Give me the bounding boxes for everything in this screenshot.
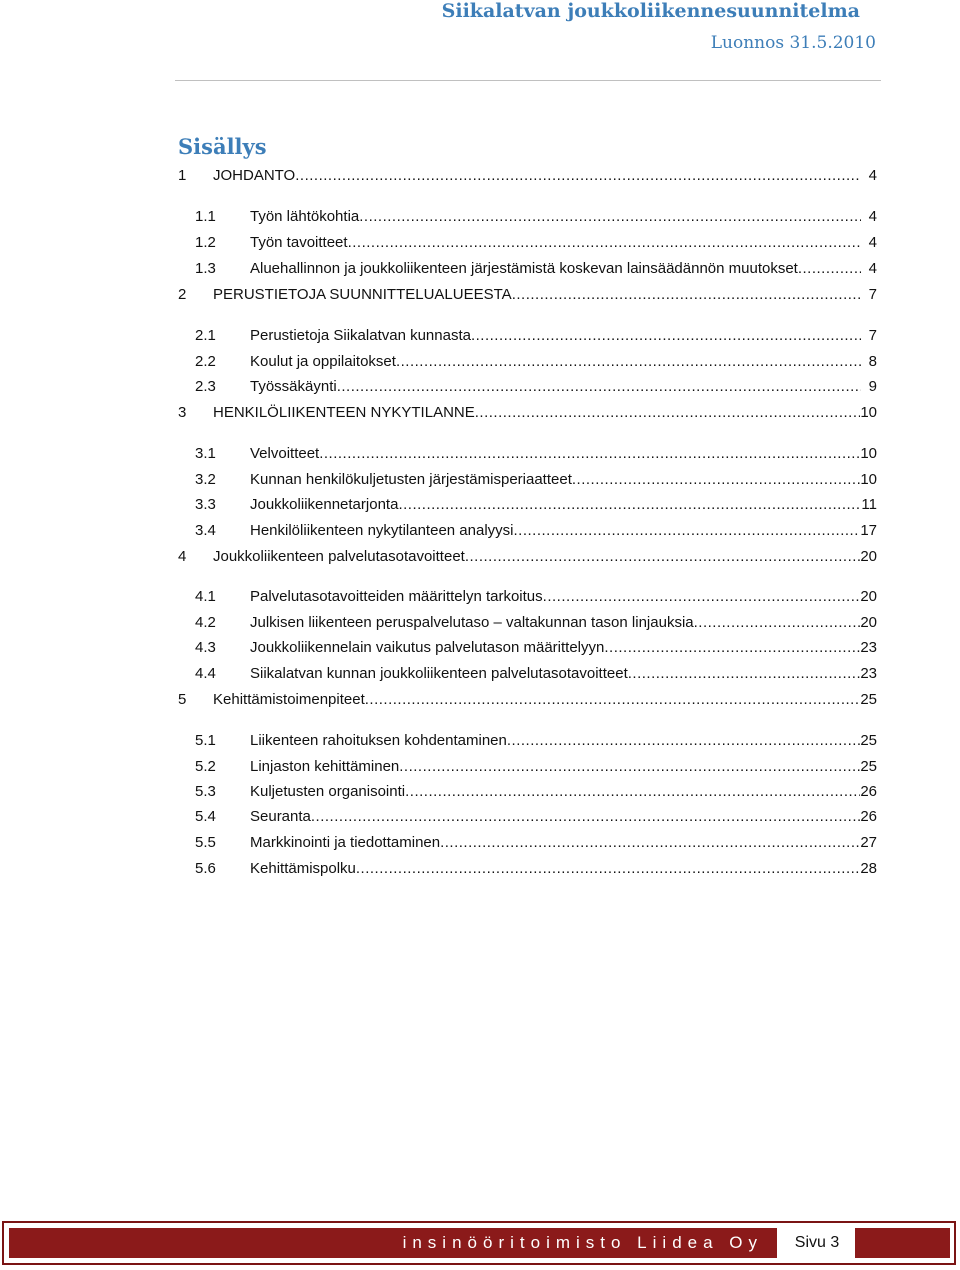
toc-leader-dots <box>359 206 861 228</box>
toc-entry-number: 3.2 <box>195 471 216 488</box>
toc-entry-label: Perustietoja Siikalatvan kunnasta <box>250 327 471 344</box>
toc-entry[interactable] <box>0 402 960 424</box>
toc-entry-number: 2.1 <box>195 327 216 344</box>
toc-entry-page: 28 <box>860 860 877 877</box>
toc-entry-label: Joukkoliikennetarjonta <box>250 496 399 513</box>
toc-entry-label: Palvelutasotavoitteiden määrittelyn tarkoitus <box>250 588 543 605</box>
toc-entry[interactable] <box>0 689 960 711</box>
toc-heading: Sisällys <box>178 134 267 159</box>
toc-entry-number: 5 <box>178 691 187 708</box>
toc-entry-number: 3.3 <box>195 496 216 513</box>
toc-entry-number: 5.1 <box>195 732 216 749</box>
toc-entry-page: 20 <box>860 588 877 605</box>
toc-entry-label: Työn lähtökohtia <box>250 208 360 225</box>
toc-leader-dots <box>507 730 860 752</box>
toc-entry-number: 1.3 <box>195 260 216 277</box>
toc-entry-page: 25 <box>860 691 877 708</box>
toc-leader-dots <box>465 546 860 568</box>
toc-entry-page: 20 <box>860 548 877 565</box>
toc-entry[interactable] <box>0 832 960 854</box>
page-number: Sivu 3 <box>794 1234 840 1251</box>
company-name: insinööritoimisto Liidea Oy <box>402 1233 763 1252</box>
toc-entry[interactable] <box>0 663 960 685</box>
toc-entry-page: 23 <box>860 665 877 682</box>
toc-leader-dots <box>319 443 860 465</box>
toc-entry[interactable] <box>0 781 960 803</box>
toc-entry-label: Julkisen liikenteen peruspalvelutaso – valtakunnan tason linjauksia <box>250 614 694 631</box>
toc-entry-page: 4 <box>868 167 877 184</box>
page-footer <box>2 1221 956 1265</box>
toc-entry-number: 2 <box>178 286 187 303</box>
toc-entry-number: 4 <box>178 548 187 565</box>
toc-entry-label: Kehittämistoimenpiteet <box>213 691 365 708</box>
toc-entry-page: 4 <box>868 208 877 225</box>
toc-leader-dots <box>475 402 861 424</box>
toc-entry-label: Joukkoliikenteen palvelutasotavoitteet <box>213 548 465 565</box>
toc-entry-label: Henkilöliikenteen nykytilanteen analyysi <box>250 522 514 539</box>
toc-entry-page: 7 <box>868 327 877 344</box>
toc-entry-number: 1 <box>178 167 187 184</box>
toc-entry-label: PERUSTIETOJA SUUNNITTELUALUEESTA <box>213 286 512 303</box>
toc-entry-page: 4 <box>868 234 877 251</box>
toc-entry-label: Siikalatvan kunnan joukkoliikenteen palvelutasotavoitteet <box>250 665 628 682</box>
toc-entry-number: 5.5 <box>195 834 216 851</box>
toc-entry-page: 25 <box>860 758 877 775</box>
toc-entry-number: 4.3 <box>195 639 216 656</box>
toc-leader-dots <box>399 756 860 778</box>
toc-entry-number: 4.4 <box>195 665 216 682</box>
toc-entry-page: 10 <box>860 445 877 462</box>
toc-entry-number: 5.2 <box>195 758 216 775</box>
toc-leader-dots <box>365 689 861 711</box>
toc-leader-dots <box>694 612 861 634</box>
footer-band-right <box>855 1228 950 1258</box>
toc-entry-number: 3 <box>178 404 187 421</box>
toc-entry-label: Aluehallinnon ja joukkoliikenteen järjestämistä koskevan lainsäädännön muutokset <box>250 260 798 277</box>
toc-entry[interactable] <box>0 469 960 491</box>
draft-date: Luonnos 31.5.2010 <box>710 33 876 53</box>
toc-entry-label: Kunnan henkilökuljetusten järjestämisperiaatteet <box>250 471 572 488</box>
footer-band <box>9 1228 777 1258</box>
toc-entry-page: 23 <box>860 639 877 656</box>
toc-leader-dots <box>396 351 861 373</box>
toc-entry-page: 17 <box>860 522 877 539</box>
toc-leader-dots <box>405 781 860 803</box>
toc-entry-label: Työssäkäynti <box>250 378 337 395</box>
toc-leader-dots <box>512 284 861 306</box>
toc-entry-label: Koulut ja oppilaitokset <box>250 353 396 370</box>
toc-entry[interactable] <box>0 351 960 373</box>
toc-entry-page: 26 <box>860 808 877 825</box>
document-title: Siikalatvan joukkoliikennesuunnitelma <box>441 0 860 22</box>
toc-entry[interactable] <box>0 730 960 752</box>
toc-entry[interactable] <box>0 232 960 254</box>
toc-entry-page: 8 <box>868 353 877 370</box>
toc-entry-page: 27 <box>860 834 877 851</box>
toc-entry-page: 9 <box>868 378 877 395</box>
toc-entry-label: Seuranta <box>250 808 311 825</box>
toc-entry-page: 10 <box>860 471 877 488</box>
toc-leader-dots <box>337 376 861 398</box>
toc-entry-number: 2.3 <box>195 378 216 395</box>
toc-entry[interactable] <box>0 858 960 880</box>
toc-entry[interactable] <box>0 637 960 659</box>
toc-entry-label: Työn tavoitteet <box>250 234 348 251</box>
toc-leader-dots <box>471 325 861 347</box>
toc-leader-dots <box>572 469 860 491</box>
toc-entry-number: 4.1 <box>195 588 216 605</box>
toc-entry-page: 20 <box>860 614 877 631</box>
toc-leader-dots <box>398 494 861 516</box>
toc-entry-number: 5.3 <box>195 783 216 800</box>
toc-entry-label: Liikenteen rahoituksen kohdentaminen <box>250 732 507 749</box>
toc-entry-label: Kehittämispolku <box>250 860 356 877</box>
toc-leader-dots <box>628 663 861 685</box>
toc-entry-page: 10 <box>860 404 877 421</box>
toc-entry-page: 7 <box>868 286 877 303</box>
toc-leader-dots <box>604 637 860 659</box>
toc-entry-label: Velvoitteet <box>250 445 320 462</box>
toc-entry[interactable] <box>0 206 960 228</box>
toc-entry-label: HENKILÖLIIKENTEEN NYKYTILANNE <box>213 404 475 421</box>
toc-entry-number: 1.2 <box>195 234 216 251</box>
toc-entry[interactable] <box>0 586 960 608</box>
toc-entry-number: 2.2 <box>195 353 216 370</box>
toc-entry-label: Kuljetusten organisointi <box>250 783 406 800</box>
toc-entry[interactable] <box>0 494 960 516</box>
toc-leader-dots <box>348 232 861 254</box>
toc-entry-page: 11 <box>861 496 877 513</box>
toc-entry-label: JOHDANTO <box>213 167 296 184</box>
toc-entry-number: 5.6 <box>195 860 216 877</box>
toc-entry-label: Linjaston kehittäminen <box>250 758 400 775</box>
toc-entry[interactable] <box>0 520 960 542</box>
toc-entry[interactable] <box>0 165 960 187</box>
toc-entry[interactable] <box>0 756 960 778</box>
toc-entry[interactable] <box>0 325 960 347</box>
toc-leader-dots <box>356 858 860 880</box>
toc-entry-page: 4 <box>868 260 877 277</box>
toc-entry-number: 3.4 <box>195 522 216 539</box>
toc-entry[interactable] <box>0 612 960 634</box>
toc-entry[interactable] <box>0 546 960 568</box>
toc-entry[interactable] <box>0 376 960 398</box>
toc-entry-number: 5.4 <box>195 808 216 825</box>
toc-entry-number: 3.1 <box>195 445 216 462</box>
toc-entry-page: 26 <box>860 783 877 800</box>
toc-leader-dots <box>543 586 861 608</box>
toc-entry-number: 1.1 <box>195 208 216 225</box>
toc-entry[interactable] <box>0 258 960 280</box>
toc-entry[interactable] <box>0 443 960 465</box>
toc-entry-page: 25 <box>860 732 877 749</box>
toc-leader-dots <box>513 520 860 542</box>
toc-leader-dots <box>798 258 861 280</box>
toc-entry-number: 4.2 <box>195 614 216 631</box>
toc-leader-dots <box>440 832 860 854</box>
toc-entry[interactable] <box>0 284 960 306</box>
toc-entry[interactable] <box>0 806 960 828</box>
toc-entry-label: Markkinointi ja tiedottaminen <box>250 834 441 851</box>
toc-leader-dots <box>295 165 861 187</box>
toc-leader-dots <box>311 806 860 828</box>
toc-entry-label: Joukkoliikennelain vaikutus palvelutason määrittelyyn <box>250 639 605 656</box>
